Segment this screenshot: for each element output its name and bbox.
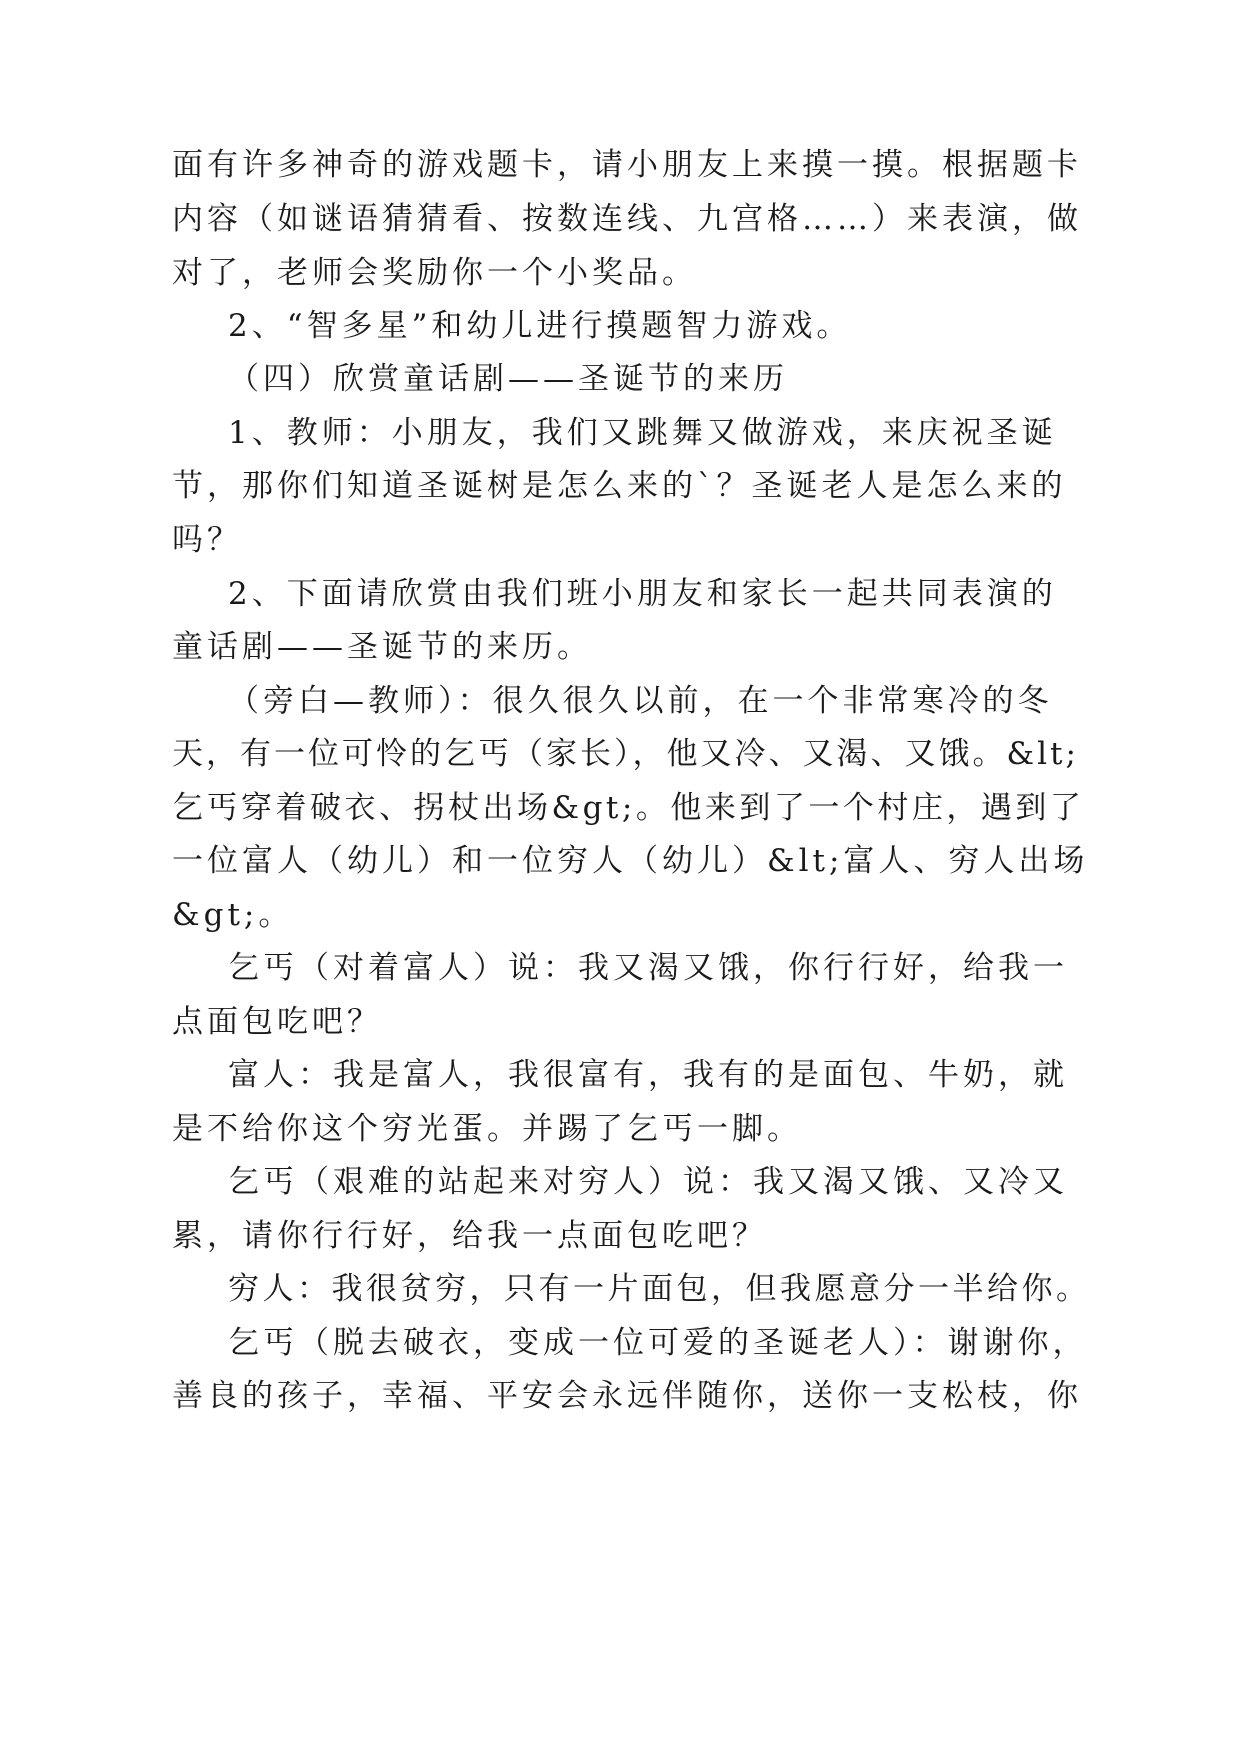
paragraph-line: 是不给你这个穷光蛋。并踢了乞丐一脚。 — [172, 1111, 802, 1147]
paragraph-line: 乞丐穿着破衣、拐杖出场&gt;。他来到了一个村庄，遇到了 — [172, 790, 1085, 826]
paragraph-line: 富人：我是富人，我很富有，我有的是面包、牛奶，就 — [228, 1057, 1068, 1093]
paragraph-line: 吗？ — [172, 522, 242, 558]
paragraph-line: 穷人：我很贫穷，只有一片面包，但我愿意分一半给你。 — [228, 1271, 1091, 1307]
paragraph-line: 善良的孩子，幸福、平安会永远伴随你，送你一支松枝，你 — [172, 1378, 1082, 1414]
paragraph-line: 2、“智多星”和幼儿进行摸题智力游戏。 — [228, 308, 852, 344]
paragraph-line: 1、教师：小朋友，我们又跳舞又做游戏，来庆祝圣诞 — [228, 415, 1057, 451]
paragraph-line: 童话剧——圣诞节的来历。 — [172, 629, 592, 665]
paragraph-line: 乞丐（脱去破衣，变成一位可爱的圣诞老人）：谢谢你， — [228, 1325, 1088, 1361]
paragraph-line: 内容（如谜语猜猜看、按数连线、九宫格……）来表演，做 — [172, 201, 1082, 237]
paragraph-line: （旁白—教师）：很久很久以前，在一个非常寒冷的冬 — [228, 683, 1053, 719]
paragraph-line: 乞丐（对着富人）说：我又渴又饿，你行行好，给我一 — [228, 950, 1068, 986]
paragraph-line: 乞丐（艰难的站起来对穷人）说：我又渴又饿、又冷又 — [228, 1164, 1068, 1200]
paragraph-line: 天，有一位可怜的乞丐（家长），他又冷、又渴、又饿。&lt; — [172, 736, 1079, 772]
section-heading: （四）欣赏童话剧——圣诞节的来历 — [228, 361, 788, 397]
paragraph-line: 累，请你行行好，给我一点面包吃吧？ — [172, 1218, 767, 1254]
paragraph-line: 一位富人（幼儿）和一位穷人（幼儿）&lt;富人、穷人出场 — [172, 843, 1089, 879]
paragraph-line: 面有许多神奇的游戏题卡，请小朋友上来摸一摸。根据题卡 — [172, 147, 1082, 183]
paragraph-line: &gt;。 — [172, 897, 294, 933]
paragraph-line: 对了，老师会奖励你一个小奖品。 — [172, 255, 697, 291]
paragraph-line: 节，那你们知道圣诞树是怎么来的`？圣诞老人是怎么来的 — [172, 468, 1067, 504]
paragraph-line: 2、下面请欣赏由我们班小朋友和家长一起共同表演的 — [228, 576, 1057, 612]
paragraph-line: 点面包吃吧？ — [172, 1004, 382, 1040]
